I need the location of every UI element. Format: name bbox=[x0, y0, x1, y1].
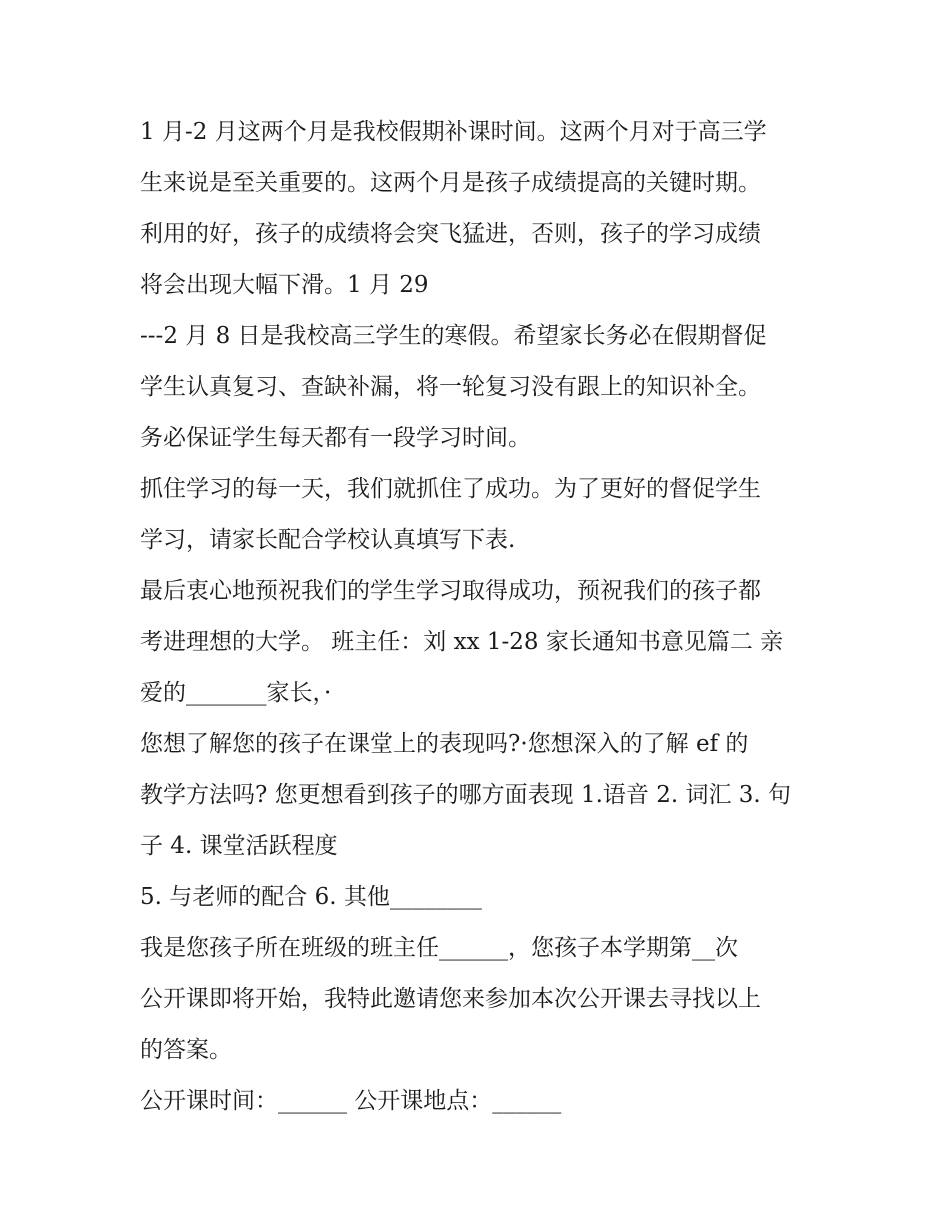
text-line: 您想了解您的孩子在课堂上的表现吗?·您想深入的了解 ef 的 bbox=[140, 731, 749, 757]
text-line: 教学方法吗? 您更想看到孩子的哪方面表现 1.语音 2. 词汇 3. 句 bbox=[140, 782, 792, 808]
text-line: 公开课即将开始，我特此邀请您来参加本次公开课去寻找以上 bbox=[140, 986, 761, 1012]
text-line: 子 4. 课堂活跃程度 bbox=[140, 833, 338, 859]
text-line: 利用的好，孩子的成绩将会突飞猛进，否则，孩子的学习成绩 bbox=[140, 221, 761, 247]
text-line: ---2 月 8 日是我校高三学生的寒假。希望家长务必在假期督促 bbox=[140, 323, 767, 349]
text-line: 考进理想的大学。 班主任：刘 xx 1-28 家长通知书意见篇二 亲 bbox=[140, 629, 784, 655]
text-line: 学习，请家长配合学校认真填写下表. bbox=[140, 527, 516, 553]
text-line: 的答案。 bbox=[140, 1037, 232, 1063]
text-line: 1 月-2 月这两个月是我校假期补课时间。这两个月对于高三学 bbox=[140, 119, 767, 145]
text-line: 公开课时间：______ 公开课地点：______ bbox=[140, 1088, 562, 1114]
text-line: 5. 与老师的配合 6. 其他________ bbox=[140, 884, 482, 910]
text-line: 学生认真复习、查缺补漏，将一轮复习没有跟上的知识补全。 bbox=[140, 374, 761, 400]
text-line: 生来说是至关重要的。这两个月是孩子成绩提高的关键时期。 bbox=[140, 170, 761, 196]
text-line: 我是您孩子所在班级的班主任______，您孩子本学期第__次 bbox=[140, 935, 738, 961]
text-line: 务必保证学生每天都有一段学习时间。 bbox=[140, 425, 531, 451]
text-line: 将会出现大幅下滑。1 月 29 bbox=[140, 272, 429, 298]
text-line: 爱的_______家长，· bbox=[140, 680, 332, 706]
text-line: 最后衷心地预祝我们的学生学习取得成功，预祝我们的孩子都 bbox=[140, 578, 761, 604]
document-body bbox=[140, 107, 820, 1127]
text-line: 抓住学习的每一天，我们就抓住了成功。为了更好的督促学生 bbox=[140, 476, 761, 502]
